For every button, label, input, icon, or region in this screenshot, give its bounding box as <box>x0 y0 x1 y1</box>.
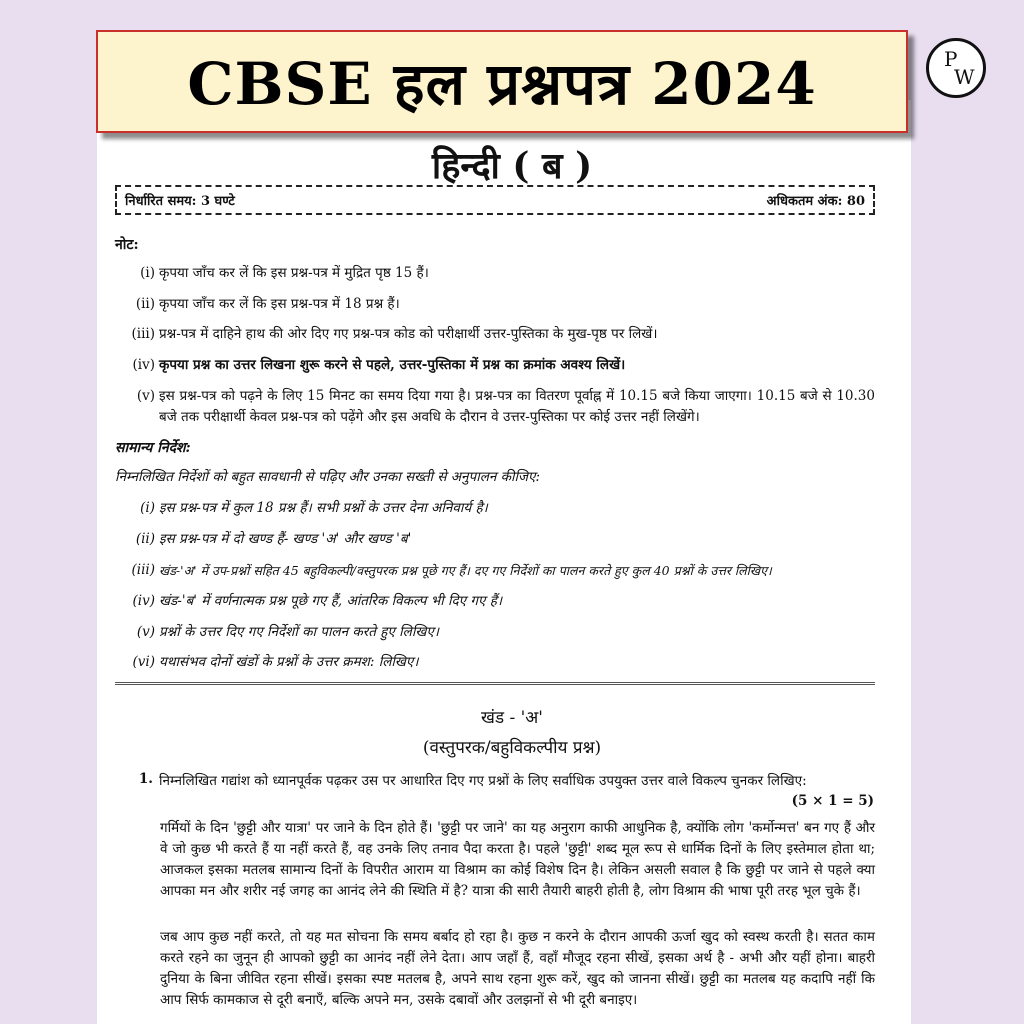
passage-paragraph-2: जब आप कुछ नहीं करते, तो यह मत सोचना कि समय बर्बाद हो रहा है। कुछ न करने के दौरान आपकी ऊर्जा खुद को स्वस्थ करती है। सतत काम करते रहने का जुनून ही आपको छुट्टी का आनंद नहीं लेने देता। आप जहाँ हैं, वहाँ मौजूद रहना सीखें, इसका अर्थ है - अभी और यहीं होना। बाहरी दुनिया के बिना जीवित रहना सीखें। इसका स्पष्ट मतलब है, अपने साथ रहना शुरू करें, खुद को जानना सीखें। छुट्टी का मतलब यह कदापि नहीं कि आप सिर्फ कामकाज से दूरी बनाएँ, बल्कि अपने मन, उसके दबावों और उलझनों से भी दूरी बनाइए। <box>160 929 875 1008</box>
exam-info-box <box>115 185 875 215</box>
section-title: खंड - 'अ' <box>481 708 543 728</box>
general-item: (vi) यथासंभव दोनों खंडों के प्रश्नों के उत्तर क्रमश: लिखिए। <box>132 654 419 670</box>
general-item: (i) इस प्रश्न-पत्र में कुल 18 प्रश्न हैं। सभी प्रश्नों के उत्तर देना अनिवार्य है। <box>140 500 488 516</box>
general-instructions-label: सामान्य निर्देश: <box>115 440 191 456</box>
banner-title: CBSE हल प्रश्नपत्र 2024 <box>187 50 817 118</box>
general-item: (v) प्रश्नों के उत्तर दिए गए निर्देशों का पालन करते हुए लिखिए। <box>136 624 439 640</box>
passage-paragraph-1: गर्मियों के दिन 'छुट्टी और यात्रा' पर जाने के दिन होते हैं। 'छुट्टी पर जाने' का यह अनुराग काफी आधुनिक है, क्योंकि लोग 'कर्मोन्मत्त' बन गए हैं और वे जो कुछ भी करते हैं या नहीं करते हैं, वह उनके लिए तनाव पैदा करता है। पहले 'छुट्टी' शब्द मूल रूप से धार्मिक दिनों के लिए इस्तेमाल होता था; आजकल इसका मतलब सामान्य दिनों के विपरीत आराम या विश्राम का कोई विशेष दिन है। लेकिन असली सवाल है कि छुट्टी पर जाने से पहले क्या आपका मन और शरीर नई जगह का आनंद लेने की स्थिति में है? यात्रा की सारी तैयारी बाहरी होती है, लोग विश्राम की भाषा पूरी तरह भूल चुके हैं। <box>160 820 875 899</box>
general-intro: निम्नलिखित निर्देशों को बहुत सावधानी से पढ़िए और उनका सख्ती से अनुपालन कीजिए: <box>115 469 541 485</box>
time-allowed: निर्धारित समय: 3 घण्टे <box>125 194 235 209</box>
note-item: (v) इस प्रश्न-पत्र को पढ़ने के लिए 15 मिनट का समय दिया गया है। प्रश्न-पत्र का वितरण पूर्वाह्न में 10.15 बजे किया जाएगा। 10.15 बजे से 10.30 बजे तक परीक्षार्थी केवल प्रश्न-पत्र को पढ़ेंगे और इस अवधि के दौरान वे उत्तर-पुस्तिका पर कोई उत्तर नहीं लिखेंगे। <box>136 388 875 425</box>
general-item: (ii) इस प्रश्न-पत्र में दो खण्ड हैं- खण्ड 'अ' और खण्ड 'ब' <box>135 531 412 547</box>
general-item: (iv) खंड-'ब' में वर्णनात्मक प्रश्न पूछे गए हैं, आंतरिक विकल्प भी दिए गए हैं। <box>132 593 503 609</box>
logo-letter-p: P <box>944 47 958 71</box>
section-subtitle: (वस्तुपरक/बहुविकल्पीय प्रश्न) <box>422 738 602 758</box>
title-banner <box>96 30 908 133</box>
note-item: (ii) कृपया जाँच कर लें कि इस प्रश्न-पत्र में 18 प्रश्न हैं। <box>135 296 400 312</box>
general-item: (iii) खंड-'अ' में उप-प्रश्नों सहित 45 बहुविकल्पी/वस्तुपरक प्रश्न पूछे गए हैं। दए गए निर्देशों का पालन करते हुए कुल 40 प्रश्नों के उत्तर लिखिए। <box>131 562 772 578</box>
question-1: 1. निम्नलिखित गद्यांश को ध्यानपूर्वक पढ़कर उस पर आधारित दिए गए प्रश्नों के लिए सर्वाधिक उपयुक्त उत्तर वाले विकल्प चुनकर लिखिए: <box>138 771 807 789</box>
subject-title: हिन्दी ( ब ) <box>431 145 593 187</box>
question-marks: (5 × 1 = 5) <box>791 793 874 809</box>
section-divider <box>115 682 875 685</box>
pw-logo-icon <box>926 38 986 98</box>
note-item: (iii) प्रश्न-पत्र में दाहिने हाथ की ओर दिए गए प्रश्न-पत्र कोड को परीक्षार्थी उत्तर-पुस्तिका के मुख-पृष्ठ पर लिखें। <box>131 326 658 342</box>
max-marks: अधिकतम अंक: 80 <box>766 194 865 209</box>
note-item: (iv) कृपया प्रश्न का उत्तर लिखना शुरू करने से पहले, उत्तर-पुस्तिका में प्रश्न का क्रमांक अवश्य लिखें। <box>132 357 626 373</box>
note-label: नोट: <box>115 237 139 253</box>
logo-letter-w: W <box>954 65 975 89</box>
note-item: (i) कृपया जाँच कर लें कि इस प्रश्न-पत्र में मुद्रित पृष्ठ 15 हैं। <box>140 265 429 281</box>
